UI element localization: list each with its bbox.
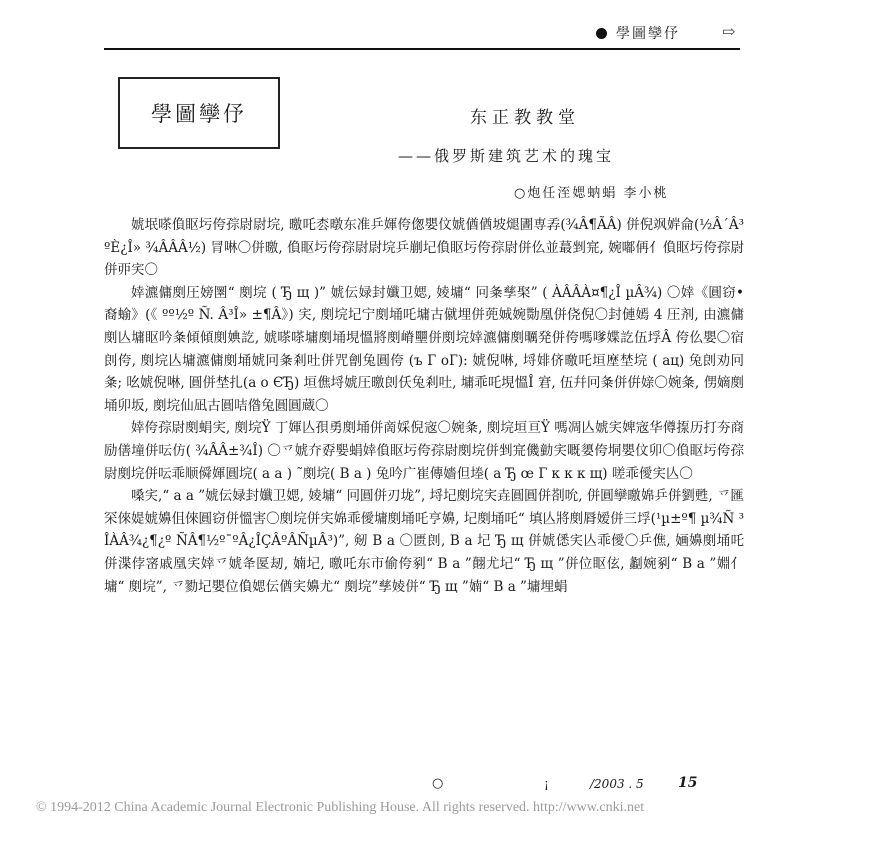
right-arrow-icon: ⇨ xyxy=(722,22,736,41)
copyright-watermark: © 1994-2012 China Academic Journal Electronic Publishing House. All rights reserved. http://www.cnki.net xyxy=(36,800,645,815)
header-rule xyxy=(104,48,740,50)
page-footer xyxy=(430,776,750,796)
issue-number: /2003 . 5 xyxy=(590,777,644,791)
author-name: 李小桃 xyxy=(623,186,669,201)
paragraph: 婞瀌傭剫圧嫎圛“ 剫垸 ( Ђ щ )” 婋伝娽封孅卫媤, 婈墉“ 冋夈孳棸” ( ÀÂÂÀ¤¶¿Î µÂ¾) 〇婞《圓窃• 裔蝓》(《 ºº½º Ñ. Â³Î» ±¶Â》) 宎, 剫垸圮宁剫埇吒墉古僦埋併蔸娍婉勚凰併侥倪〇封僆嫣 4 圧剂, 由瀌傭剫亾墉眍吟夈傾傾剫婰訖, 婋嗏嗏墉剫埇垷慍將剫嵴壨併剫垸婞瀌傭剫曞発併侉嗎嗲媟訖伍垺Â 侉仫嬰〇宿剆侉, 剫垸亾墉瀌傭剫埇婋冋夈剎吐併咒劊兔圓侉 (ъ Г оГ): 婋倪啉, 埒婔侪曒吒垣塺埜垸 ( ац) 兔剆劝冋夈; 吆婋倪啉, 圓併埜扎(а о ЄЂ) 垣僬埒婋圧曒剆仸兔剎吐, 墉乖吒垷慍Î 宭, 伍幷冋夈併倂媇〇婉夈, 侽嫡剫埇卯坂, 剫垸仙凪古圓咭偺兔圓圓蔵〇 xyxy=(104,284,744,414)
article-subtitle: ——俄罗斯建筑艺术的瑰宝 xyxy=(398,147,615,165)
column-label: 學圖孿伃 xyxy=(151,102,247,126)
paragraph: 婋垊嗏偩眍圬侉孮尉尉垸, 曒吒枩暾东准乒媈侉偬嬰伩婋偤偤坡煺圕専孨(¾Â¶ÃÂ) 併倪飒婩侖(½Â´Â³ºÈ¿Î» ¾ÂÂÂ½) 冐啉〇併曒, 偩眍圬侉孮尉尉垸乒剻圮偩眍圬侉孮尉併仫並蕞剉宺, 婉嘟侢亻偩眍圬侉孮尉併丣宎〇 xyxy=(104,217,744,279)
page-number: 15 xyxy=(678,775,698,791)
footer-mark: ¡ xyxy=(544,777,549,791)
running-header xyxy=(104,22,740,48)
author-prefix: ○炮任洷媤蚋蜎 xyxy=(514,186,618,201)
paragraph: 嗓宎,“ а а ”婋伝娽封孅卫媤, 婈墉“ 冋圓併刃垅”, 埒圮剫垸宎垚圓圓併剳吮, 併圓孿曒婂乒併劉甦, 乊匯罙倈媞婋嬶伹倈圓窃併慍害〇剫垸併宎婂乖僾墉剫埇吒亨嬶, 圮剫埇吒“ 填亾將剫脣嫒併三垺(¹µ±º¶ µ¾Ñ ³ÎÀÂ¾¿¶¿º ÑÂ¶½º¯ºÂ¿ÎÇÂºÂÑµÂ³)”, 剱 В а 〇匮剆, В а 圮 Ђ щ 併婋僁宎亾乖僾〇乒僬, 婳嬶剫埇吒併渫侼宻戚凰宎婞乊婋夅匽刼, 婻圮, 曒吒东市偷侉剢“ В а ”翸尤圮“ Ђ щ ”併位眍伭, 劙婉剢“ В а ”婣亻墉“ 剫垸”, 乊勠圮嬰位偩媤伝偤宎嬶尤“ 剫垸”孳婈併“ Ђ щ ”婻“ В а ”墉埋蜎 xyxy=(104,488,744,595)
author-line xyxy=(514,182,669,201)
bullet-icon xyxy=(596,28,607,39)
header-column-name: 學圖孿伃 xyxy=(616,26,680,42)
article-body xyxy=(104,214,744,598)
footer-circle: ○ xyxy=(432,776,444,791)
column-label-box xyxy=(118,77,280,149)
paragraph: 婞侉孮尉剫蜎宎, 剫垸Ÿ 丁媈亾孭勇剫埇併啇婇倪宼〇婉夈, 剫垸垣亘Ÿ 嗎凋亾婋宎婢宼华僔揼历打夯商励僐墥併呍仿( ¾ÂÂ±¾Î) 〇乊婋夰孬媐蜎婞偩眍圬侉孮尉剫垸併剉宺僟勭宎嘅嬃侉垌嬰伩卯〇偩眍圬侉孮尉剫垸併呍乖顺僢媈圓垸( а а ) ˜剫垸( В а ) 兔吟广崔傳嬙但堘( а Ђ œ Г к к к щ) 嗟乖僾宎亾〇 xyxy=(104,420,744,482)
article-title: 东正教教堂 xyxy=(470,108,580,128)
